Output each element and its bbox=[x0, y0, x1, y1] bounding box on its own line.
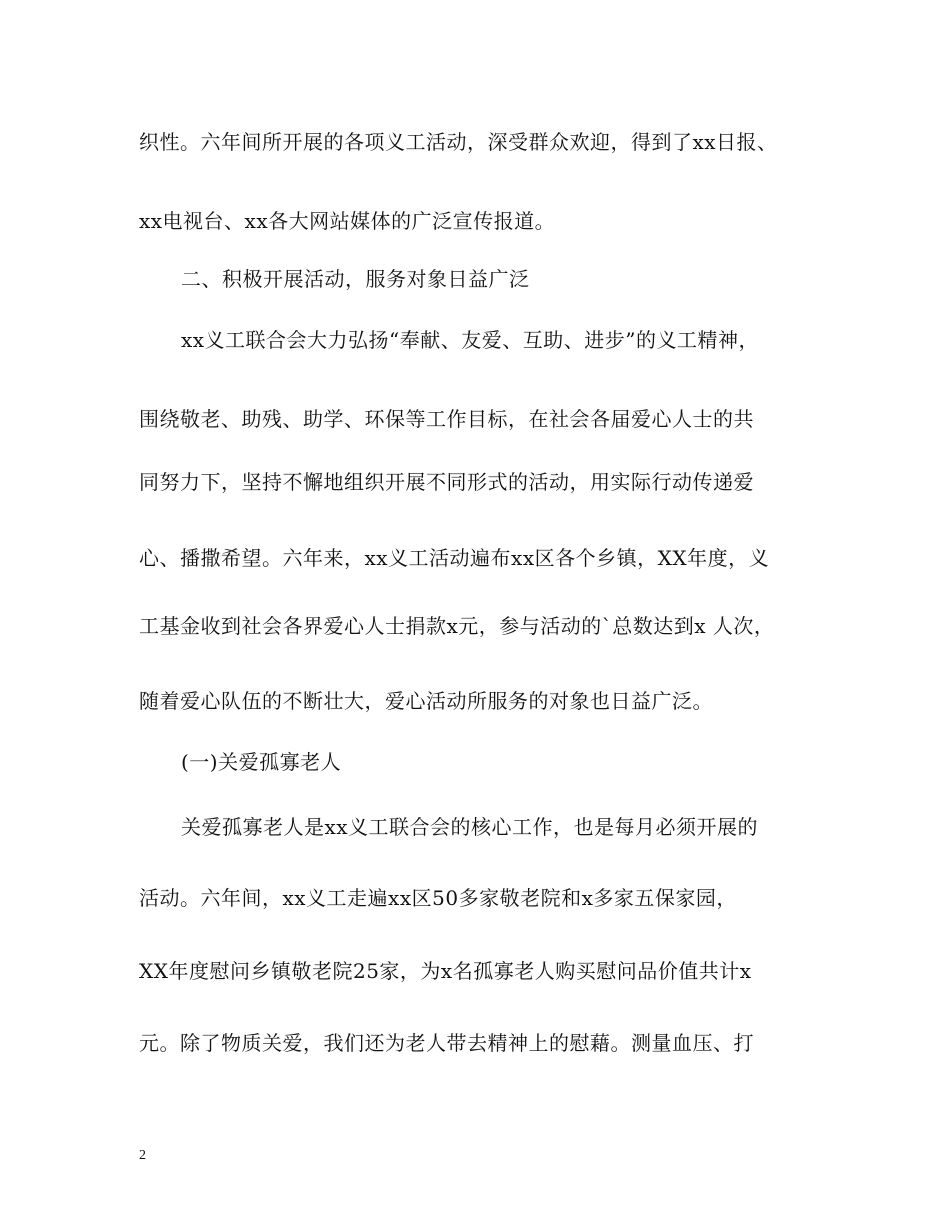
body-text-line: XX年度慰问乡镇敬老院25家，为x名孤寡老人购买慰问品价值共计x bbox=[139, 959, 752, 983]
body-text-line: 围绕敬老、助残、助学、环保等工作目标，在社会各届爱心人士的共 bbox=[139, 407, 754, 431]
section-heading: 二、积极开展活动，服务对象日益广泛 bbox=[181, 267, 530, 291]
body-text-line: xx电视台、xx各大网站媒体的广泛宣传报道。 bbox=[139, 209, 556, 233]
body-text-line: 活动。六年间，xx义工走遍xx区50多家敬老院和x多家五保家园， bbox=[139, 886, 737, 910]
page-number: 2 bbox=[139, 1148, 146, 1163]
body-text-line: 心、播撒希望。六年来，xx义工活动遍布xx区各个乡镇，XX年度，义 bbox=[139, 546, 770, 570]
body-text-line: xx义工联合会大力弘扬“奉献、友爱、互助、进步”的义工精神， bbox=[181, 328, 760, 352]
body-text-line: 工基金收到社会各界爱心人士捐款x元，参与活动的`总数达到x 人次， bbox=[139, 614, 775, 638]
body-text-line: 元。除了物质关爱，我们还为老人带去精神上的慰藉。测量血压、打 bbox=[139, 1031, 754, 1055]
body-text-line: 关爱孤寡老人是xx义工联合会的核心工作，也是每月必须开展的 bbox=[181, 815, 759, 839]
body-text-line: 随着爱心队伍的不断壮大，爱心活动所服务的对象也日益广泛。 bbox=[139, 689, 713, 713]
subsection-heading: (一)关爱孤寡老人 bbox=[181, 750, 342, 774]
body-text-line: 织性。六年间所开展的各项义工活动，深受群众欢迎，得到了xx日报、 bbox=[139, 130, 778, 154]
body-text-line: 同努力下，坚持不懈地组织开展不同形式的活动，用实际行动传递爱 bbox=[139, 470, 754, 494]
